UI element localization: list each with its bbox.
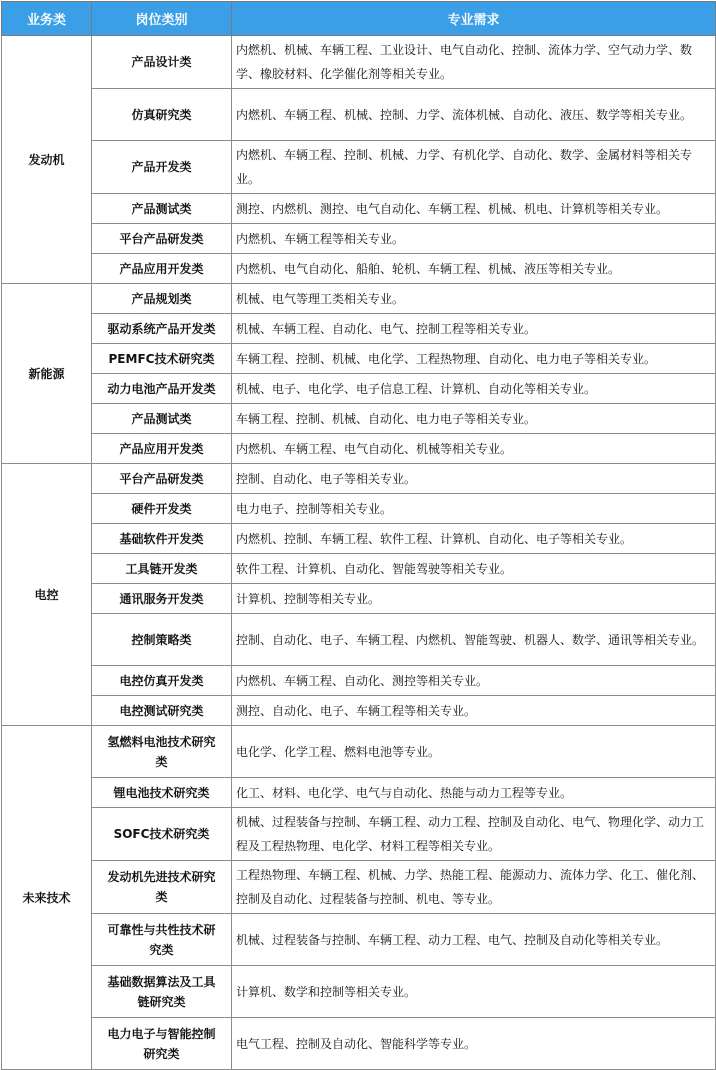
position-cell: 动力电池产品开发类 <box>92 374 232 404</box>
position-cell: SOFC技术研究类 <box>92 808 232 861</box>
requirement-cell: 电力电子、控制等相关专业。 <box>232 494 716 524</box>
position-cell: 氢燃料电池技术研究类 <box>92 726 232 778</box>
position-cell: 电力电子与智能控制研究类 <box>92 1018 232 1070</box>
requirement-cell: 电化学、化学工程、燃料电池等专业。 <box>232 726 716 778</box>
table-row <box>2 464 716 494</box>
table-row <box>2 808 716 861</box>
requirement-cell: 车辆工程、控制、机械、自动化、电力电子等相关专业。 <box>232 404 716 434</box>
table-row <box>2 434 716 464</box>
header-business: 业务类 <box>2 2 92 36</box>
requirement-cell: 内燃机、车辆工程、自动化、测控等相关专业。 <box>232 666 716 696</box>
business-cell: 电控 <box>2 464 92 726</box>
position-cell: 产品应用开发类 <box>92 254 232 284</box>
requirement-cell: 机械、车辆工程、自动化、电气、控制工程等相关专业。 <box>232 314 716 344</box>
business-cell: 发动机 <box>2 36 92 284</box>
business-cell: 新能源 <box>2 284 92 464</box>
requirement-cell: 车辆工程、控制、机械、电化学、工程热物理、自动化、电力电子等相关专业。 <box>232 344 716 374</box>
table-row <box>2 861 716 914</box>
table-row <box>2 696 716 726</box>
position-cell: 产品应用开发类 <box>92 434 232 464</box>
requirement-cell: 测控、内燃机、测控、电气自动化、车辆工程、机械、机电、计算机等相关专业。 <box>232 194 716 224</box>
position-cell: 工具链开发类 <box>92 554 232 584</box>
requirement-cell: 控制、自动化、电子等相关专业。 <box>232 464 716 494</box>
header-requirement: 专业需求 <box>232 2 716 36</box>
requirement-cell: 机械、电子、电化学、电子信息工程、计算机、自动化等相关专业。 <box>232 374 716 404</box>
requirement-cell: 控制、自动化、电子、车辆工程、内燃机、智能驾驶、机器人、数学、通讯等相关专业。 <box>232 614 716 666</box>
table-row <box>2 404 716 434</box>
table-row <box>2 554 716 584</box>
table-row <box>2 726 716 778</box>
requirement-cell: 软件工程、计算机、自动化、智能驾驶等相关专业。 <box>232 554 716 584</box>
table-row <box>2 141 716 194</box>
requirement-cell: 工程热物理、车辆工程、机械、力学、热能工程、能源动力、流体力学、化工、催化剂、控制及自动化、过程装备与控制、机电、等专业。 <box>232 861 716 914</box>
position-cell: PEMFC技术研究类 <box>92 344 232 374</box>
table-row <box>2 374 716 404</box>
table-row <box>2 89 716 141</box>
position-cell: 电控测试研究类 <box>92 696 232 726</box>
position-cell: 产品设计类 <box>92 36 232 89</box>
requirement-cell: 化工、材料、电化学、电气与自动化、热能与动力工程等专业。 <box>232 778 716 808</box>
table-row <box>2 614 716 666</box>
requirement-cell: 计算机、控制等相关专业。 <box>232 584 716 614</box>
requirement-cell: 内燃机、车辆工程、机械、控制、力学、流体机械、自动化、液压、数学等相关专业。 <box>232 89 716 141</box>
position-cell: 锂电池技术研究类 <box>92 778 232 808</box>
position-cell: 电控仿真开发类 <box>92 666 232 696</box>
table-row <box>2 314 716 344</box>
requirement-cell: 内燃机、车辆工程、控制、机械、力学、有机化学、自动化、数学、金属材料等相关专业。 <box>232 141 716 194</box>
position-cell: 控制策略类 <box>92 614 232 666</box>
recruitment-table <box>1 1 716 1070</box>
requirement-cell: 内燃机、车辆工程、电气自动化、机械等相关专业。 <box>232 434 716 464</box>
table-row <box>2 914 716 966</box>
requirement-cell: 机械、过程装备与控制、车辆工程、动力工程、电气、控制及自动化等相关专业。 <box>232 914 716 966</box>
header-position: 岗位类别 <box>92 2 232 36</box>
table-row <box>2 194 716 224</box>
table-row <box>2 778 716 808</box>
table-row <box>2 966 716 1018</box>
table-row <box>2 284 716 314</box>
table-row <box>2 36 716 89</box>
table-row <box>2 344 716 374</box>
position-cell: 硬件开发类 <box>92 494 232 524</box>
position-cell: 基础软件开发类 <box>92 524 232 554</box>
requirement-cell: 内燃机、电气自动化、船舶、轮机、车辆工程、机械、液压等相关专业。 <box>232 254 716 284</box>
table-row <box>2 254 716 284</box>
header-row <box>2 2 716 36</box>
table-row <box>2 584 716 614</box>
requirement-cell: 机械、过程装备与控制、车辆工程、动力工程、控制及自动化、电气、物理化学、动力工程及工程热物理、电化学、材料工程等相关专业。 <box>232 808 716 861</box>
requirement-cell: 内燃机、机械、车辆工程、工业设计、电气自动化、控制、流体力学、空气动力学、数学、橡胶材料、化学催化剂等相关专业。 <box>232 36 716 89</box>
table-row <box>2 1018 716 1070</box>
position-cell: 产品规划类 <box>92 284 232 314</box>
position-cell: 发动机先进技术研究类 <box>92 861 232 914</box>
position-cell: 仿真研究类 <box>92 89 232 141</box>
position-cell: 平台产品研发类 <box>92 224 232 254</box>
requirement-cell: 机械、电气等理工类相关专业。 <box>232 284 716 314</box>
table-row <box>2 666 716 696</box>
business-cell: 未来技术 <box>2 726 92 1070</box>
table-row <box>2 494 716 524</box>
position-cell: 产品测试类 <box>92 194 232 224</box>
requirement-cell: 内燃机、控制、车辆工程、软件工程、计算机、自动化、电子等相关专业。 <box>232 524 716 554</box>
position-cell: 平台产品研发类 <box>92 464 232 494</box>
position-cell: 可靠性与共性技术研究类 <box>92 914 232 966</box>
requirement-cell: 内燃机、车辆工程等相关专业。 <box>232 224 716 254</box>
position-cell: 通讯服务开发类 <box>92 584 232 614</box>
table-row <box>2 524 716 554</box>
requirement-cell: 测控、自动化、电子、车辆工程等相关专业。 <box>232 696 716 726</box>
table-row <box>2 224 716 254</box>
position-cell: 产品开发类 <box>92 141 232 194</box>
requirement-cell: 计算机、数学和控制等相关专业。 <box>232 966 716 1018</box>
position-cell: 产品测试类 <box>92 404 232 434</box>
position-cell: 基础数据算法及工具链研究类 <box>92 966 232 1018</box>
position-cell: 驱动系统产品开发类 <box>92 314 232 344</box>
requirement-cell: 电气工程、控制及自动化、智能科学等专业。 <box>232 1018 716 1070</box>
